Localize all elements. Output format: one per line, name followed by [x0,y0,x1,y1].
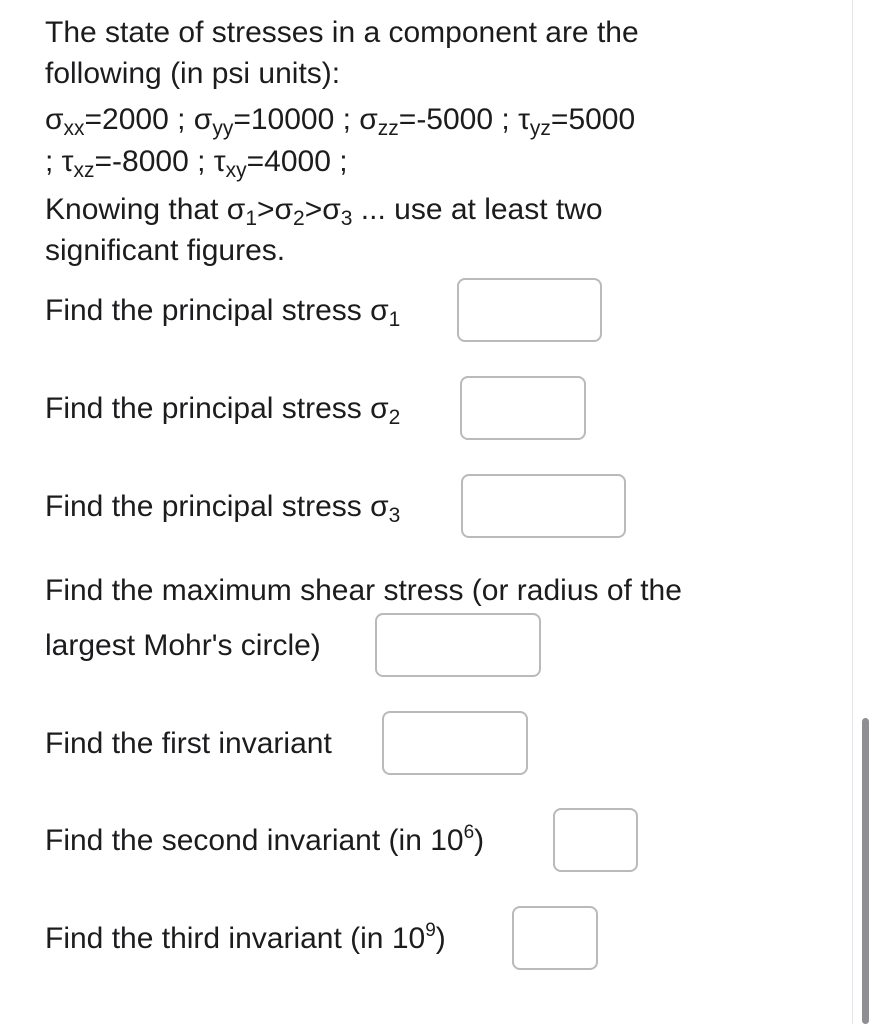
sigma-symbol: σ [370,392,389,425]
sigma-yy-subscript: yy [212,117,234,140]
prompt-third-invariant [45,921,446,957]
tau-xy-value: =4000 ; [246,145,348,178]
sigma-symbol: σ [370,294,389,327]
tau-xy-subscript: xy [225,159,247,182]
tau-xz-subscript: xz [73,159,95,182]
tau-xz-symbol: τ [61,145,74,178]
prompt-sigma-3 [45,489,400,525]
answer-input-sigma-3[interactable] [463,476,624,536]
sigma-yy-value: =10000 ; [233,103,351,136]
sigma-subscript: 3 [388,504,401,527]
stress-components-line-2 [45,144,348,180]
sigma-subscript: 1 [388,308,401,331]
prompt-max-shear-line-2: largest Mohr's circle) [45,629,321,662]
prompt-first-invariant: Find the first invariant [45,727,332,760]
answer-input-sigma-2[interactable] [462,378,584,438]
prompt-second-invariant [45,823,484,859]
sigma-xx-symbol: σ [45,103,64,136]
sigma-xx-value: =2000 ; [84,103,186,136]
answer-box-sigma-2[interactable] [460,376,586,440]
closing-paren: ) [474,824,485,857]
answer-box-third-invariant[interactable] [512,906,598,970]
ordering-suffix: ... use at least two [352,193,603,226]
answer-box-sigma-1[interactable] [457,278,602,342]
closing-paren: ) [435,922,446,955]
answer-input-max-shear[interactable] [377,615,539,675]
sigma-symbol: σ [370,490,389,523]
sigma-3-symbol: σ [322,193,341,226]
sigma-2-symbol: σ [274,193,294,226]
answer-input-third-invariant[interactable] [514,908,596,968]
answer-input-sigma-1[interactable] [459,280,600,340]
tau-yz-symbol: τ [518,103,530,136]
sigma-2-subscript: 2 [293,207,305,230]
prompt-sigma-1 [45,293,400,329]
scrollbar-thumb[interactable] [862,718,869,1024]
exponent: 9 [425,920,436,941]
answer-box-sigma-3[interactable] [461,474,626,538]
sigma-xx-subscript: xx [63,117,85,140]
ordering-prefix: Knowing that [45,193,227,226]
intro-line-2: following (in psi units): [45,57,341,90]
tau-xy-symbol: τ [213,145,226,178]
tau-yz-subscript: yz [529,117,551,140]
sigma-3-subscript: 3 [340,207,353,230]
tau-xz-value: =-8000 ; [94,145,206,178]
prompt-text: Find the principal stress [45,294,371,327]
ordering-statement [45,192,603,228]
sigma-zz-value: =-5000 ; [398,103,510,136]
answer-input-second-invariant[interactable] [555,810,636,870]
sigma-1-symbol: σ [226,193,246,226]
line-lead-separator: ; [45,145,62,178]
sigma-1-subscript: 1 [245,207,257,230]
intro-line-1: The state of stresses in a component are the [45,16,639,49]
prompt-text: Find the third invariant (in 10 [45,922,426,955]
sigma-subscript: 2 [388,406,401,429]
prompt-max-shear-line-1: Find the maximum shear stress (or radius of the [45,574,682,607]
prompt-text: Find the principal stress [45,392,371,425]
prompt-sigma-2 [45,391,400,427]
greater-than-sign: > [304,193,323,226]
prompt-text: Find the second invariant (in 10 [45,824,464,857]
exponent: 6 [463,822,475,843]
sigma-yy-symbol: σ [193,103,213,136]
stress-components-line-1 [45,102,635,138]
greater-than-sign: > [257,193,275,226]
significant-figures-note: significant figures. [45,234,286,267]
answer-box-max-shear[interactable] [375,613,541,677]
prompt-text: Find the principal stress [45,490,371,523]
sigma-zz-subscript: zz [377,117,399,140]
tau-yz-value: =5000 [550,103,636,136]
answer-box-second-invariant[interactable] [553,808,638,872]
answer-box-first-invariant[interactable] [382,711,528,775]
answer-input-first-invariant[interactable] [384,713,526,773]
sigma-zz-symbol: σ [359,103,378,136]
